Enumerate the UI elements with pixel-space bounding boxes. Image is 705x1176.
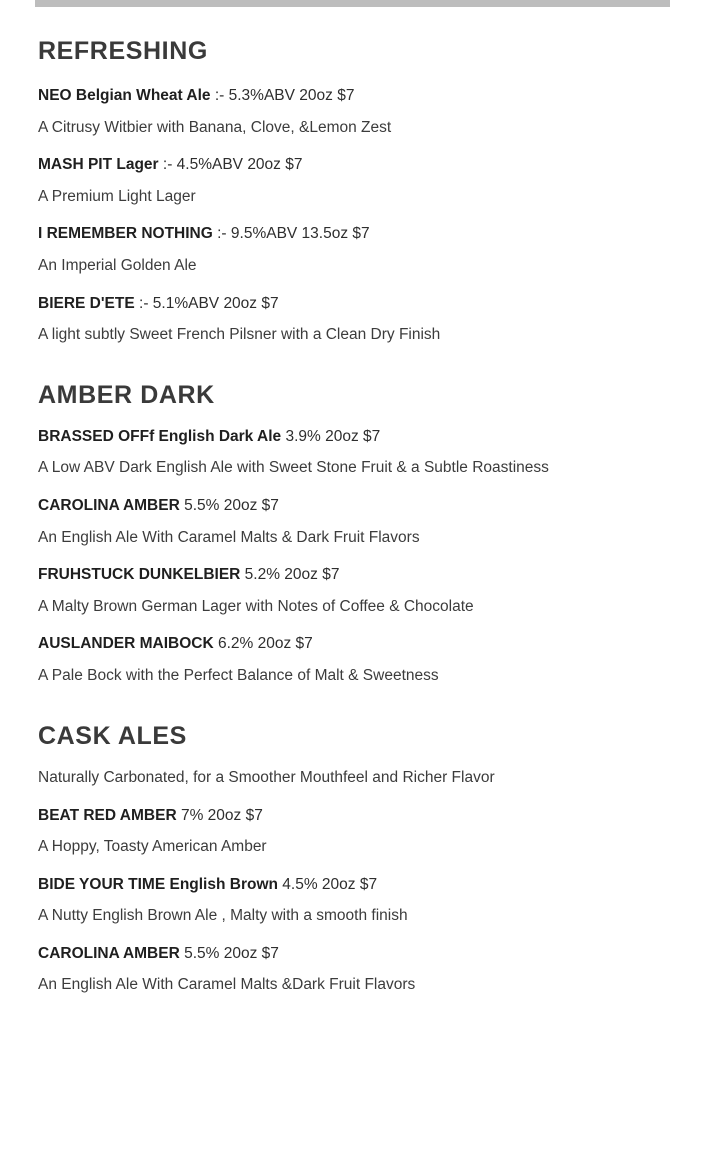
menu-item-meta: :- 5.1%ABV 20oz $7: [139, 294, 279, 312]
menu-item-meta: 7% 20oz $7: [180, 806, 263, 824]
menu-item-meta: 5.2% 20oz $7: [244, 566, 340, 584]
menu-item: [38, 156, 667, 206]
menu-item: [38, 497, 667, 547]
menu-item-name: I REMEMBER NOTHING: [38, 225, 213, 243]
menu-item: [38, 945, 667, 995]
menu-item-meta: 5.5% 20oz $7: [184, 496, 279, 514]
menu-item-heading: [38, 225, 667, 244]
menu-item-heading: [38, 295, 667, 314]
menu-item-heading: [38, 945, 667, 964]
menu-section-amber-dark: [38, 381, 667, 686]
menu-item-meta: 5.5% 20oz $7: [184, 944, 279, 962]
section-title: AMBER DARK: [38, 380, 215, 409]
menu-item-heading: [38, 428, 667, 447]
menu-item-name: NEO Belgian Wheat Ale: [38, 87, 211, 104]
menu-item-name: BEAT RED AMBER: [38, 806, 177, 824]
section-title: REFRESHING: [38, 37, 208, 65]
menu-section-refreshing: [38, 37, 667, 345]
menu-item-description: An Imperial Golden Ale: [38, 256, 197, 274]
section-subtitle: Naturally Carbonated, for a Smoother Mouthfeel and Richer Flavor: [38, 768, 495, 786]
menu-item-description: A Premium Light Lager: [38, 187, 196, 205]
menu-item-description: A Nutty English Brown Ale , Malty with a smooth finish: [38, 907, 408, 925]
menu-item-heading: [38, 807, 667, 826]
menu-item: [38, 635, 667, 685]
menu-item-heading: [38, 156, 667, 175]
menu-item: [38, 428, 667, 478]
menu-item-meta: 3.9% 20oz $7: [285, 427, 381, 445]
menu-item-meta: 4.5% 20oz $7: [282, 875, 378, 893]
menu-item-name: MASH PIT Lager: [38, 156, 159, 174]
menu-item-description: A Pale Bock with the Perfect Balance of Malt & Sweetness: [38, 666, 439, 684]
menu-item-description: An English Ale With Caramel Malts &Dark Fruit Flavors: [38, 976, 416, 994]
menu-item: [38, 295, 667, 345]
menu-item-name: BRASSED OFFf English Dark Ale: [38, 427, 282, 445]
menu-item-name: BIERE D'ETE: [38, 294, 135, 312]
menu-item-heading: [38, 635, 667, 654]
menu-item-description: A Hoppy, Toasty American Amber: [38, 838, 267, 856]
menu-item: [38, 566, 667, 616]
menu-item-heading: [38, 876, 667, 895]
menu-item-meta: 6.2% 20oz $7: [217, 635, 313, 653]
menu-item-name: FRUHSTUCK DUNKELBIER: [38, 566, 241, 584]
menu-item-meta: :- 5.3%ABV 20oz $7: [214, 87, 355, 104]
menu-section-cask-ales: [38, 722, 667, 996]
menu-item-name: CAROLINA AMBER: [38, 496, 180, 514]
menu-item-name: AUSLANDER MAIBOCK: [38, 635, 214, 653]
menu-item-description: A Malty Brown German Lager with Notes of Coffee & Chocolate: [38, 597, 474, 615]
menu-item-name: CAROLINA AMBER: [38, 944, 180, 962]
page-top-divider: [35, 0, 670, 7]
menu-item: [38, 807, 667, 857]
menu-item: [38, 225, 667, 275]
menu-item: [38, 876, 667, 926]
menu-document: [0, 7, 705, 1014]
menu-item: [38, 87, 667, 137]
menu-item-description: A Citrusy Witbier with Banana, Clove, &Lemon Zest: [38, 118, 392, 136]
menu-item-meta: :- 4.5%ABV 20oz $7: [162, 156, 303, 174]
menu-item-meta: :- 9.5%ABV 13.5oz $7: [217, 225, 370, 243]
menu-item-description: A light subtly Sweet French Pilsner with a Clean Dry Finish: [38, 326, 441, 344]
section-title: CASK ALES: [38, 721, 187, 750]
menu-item-description: An English Ale With Caramel Malts & Dark Fruit Flavors: [38, 528, 420, 546]
menu-item-description: A Low ABV Dark English Ale with Sweet Stone Fruit & a Subtle Roastiness: [38, 459, 549, 477]
menu-item-name: BIDE YOUR TIME English Brown: [38, 875, 278, 893]
menu-item-heading: [38, 87, 667, 106]
menu-item-heading: [38, 497, 667, 516]
menu-item-heading: [38, 566, 667, 585]
